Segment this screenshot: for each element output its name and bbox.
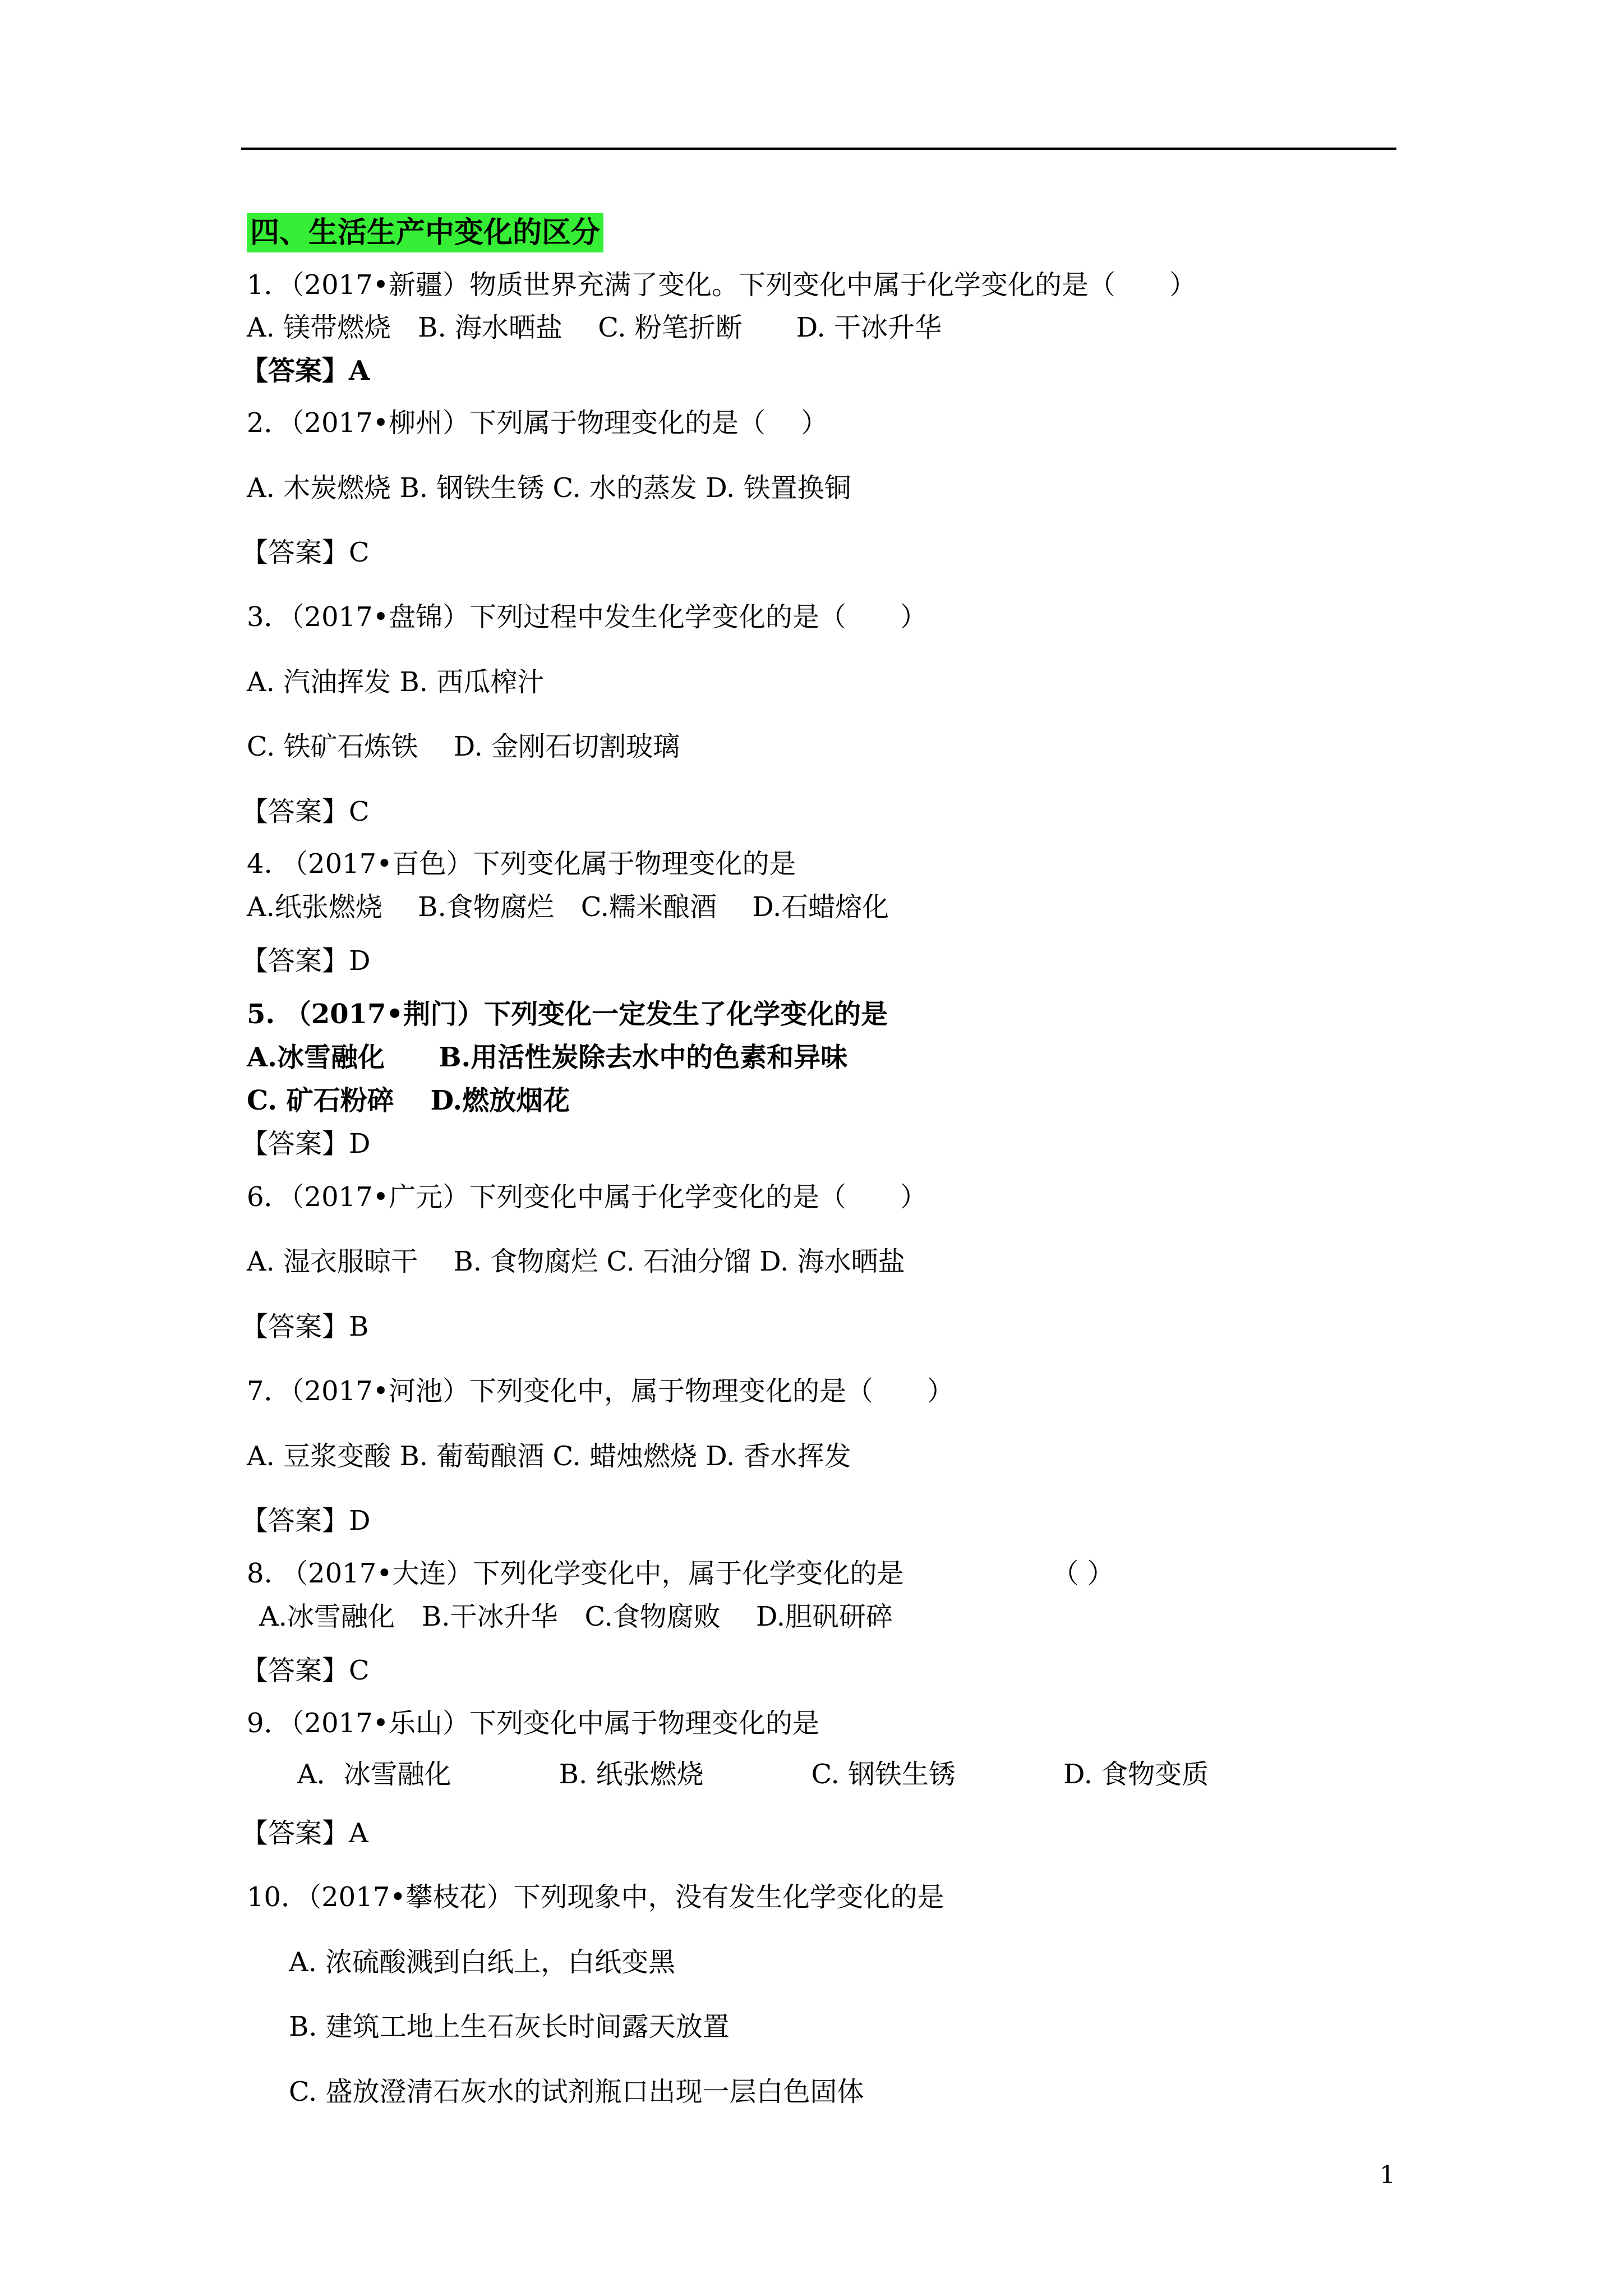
question-3: 3．（2017•盘锦）下列过程中发生化学变化的是（ ） [247,601,928,633]
answer-1: 【答案】A [241,355,370,386]
question-5-options-ab: A.冰雪融化 B.用活性炭除去水中的色素和异味 [247,1042,848,1073]
question-1-options: A. 镁带燃烧 B. 海水晒盐 C. 粉笔折断 D. 干冰升华 [247,312,942,343]
answer-9: 【答案】A [241,1818,368,1849]
question-8-options: A.冰雪融化 B.干冰升华 C.食物腐败 D.胆矾研碎 [259,1601,893,1632]
question-4: 4. （2017•百色）下列变化属于物理变化的是 [247,848,796,880]
header-rule [241,148,1396,150]
question-10-option-c: C. 盛放澄清石灰水的试剂瓶口出现一层白色固体 [289,2076,864,2108]
question-3-options-cd: C. 铁矿石炼铁 D. 金刚石切割玻璃 [247,731,680,762]
answer-2: 【答案】C [241,537,370,568]
question-10-option-a: A. 浓硫酸溅到白纸上，白纸变黑 [289,1947,676,1978]
page-number: 1 [1380,2161,1395,2189]
question-6-options: A. 湿衣服晾干 B. 食物腐烂 C. 石油分馏 D. 海水晒盐 [247,1246,905,1277]
answer-4: 【答案】D [241,945,371,977]
question-1: 1．（2017•新疆）物质世界充满了变化。下列变化中属于化学变化的是（ ） [247,269,1197,301]
section-title: 四、生活生产中变化的区分 [247,213,603,252]
answer-3: 【答案】C [241,796,370,827]
answer-5: 【答案】D [241,1128,371,1159]
question-10: 10．（2017•攀枝花）下列现象中，没有发生化学变化的是 [247,1881,944,1913]
question-10-option-b: B. 建筑工地上生石灰长时间露天放置 [289,2011,730,2042]
question-4-options: A.纸张燃烧 B.食物腐烂 C.糯米酿酒 D.石蜡熔化 [247,891,889,923]
answer-8: 【答案】C [241,1655,370,1686]
question-7-options: A. 豆浆变酸 B. 葡萄酿酒 C. 蜡烛燃烧 D. 香水挥发 [247,1441,851,1472]
question-9-options: A．冰雪融化 B. 纸张燃烧 C. 钢铁生锈 D. 食物变质 [297,1759,1209,1790]
question-7: 7．（2017•河池）下列变化中，属于物理变化的是（ ） [247,1375,955,1407]
question-9: 9．（2017•乐山）下列变化中属于物理变化的是 [247,1708,820,1739]
question-5-options-cd: C. 矿石粉碎 D.燃放烟花 [247,1085,570,1116]
question-2: 2．（2017•柳州）下列属于物理变化的是（ ） [247,407,828,439]
question-3-options-ab: A. 汽油挥发 B. 西瓜榨汁 [247,666,545,698]
question-8: 8. （2017•大连）下列化学变化中，属于化学变化的是 （ ） [247,1558,1114,1589]
answer-7: 【答案】D [241,1505,371,1536]
answer-6: 【答案】B [241,1311,369,1342]
question-5: 5. （2017•荆门）下列变化一定发生了化学变化的是 [247,999,888,1030]
question-6: 6．（2017•广元）下列变化中属于化学变化的是（ ） [247,1181,928,1213]
question-2-options: A. 木炭燃烧 B. 钢铁生锈 C. 水的蒸发 D. 铁置换铜 [247,472,851,504]
